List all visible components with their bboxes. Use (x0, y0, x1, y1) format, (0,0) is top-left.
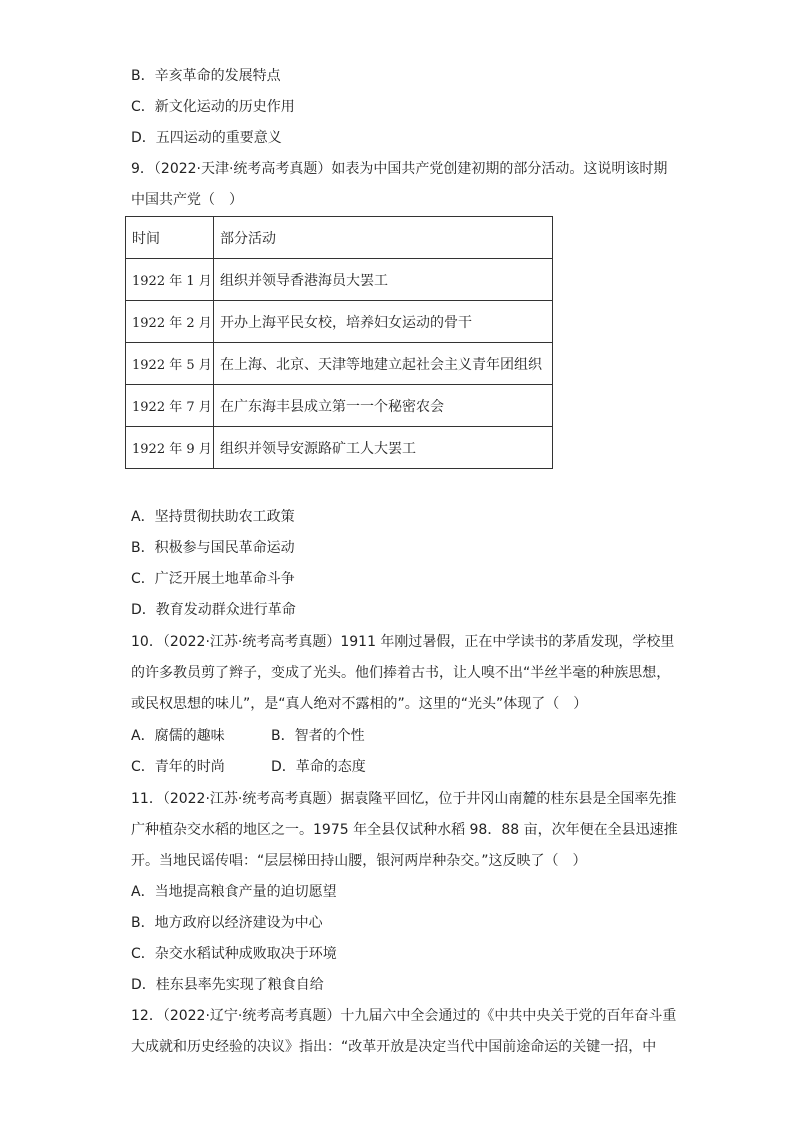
table-cell-time: 1922 年 1 月 (126, 259, 214, 301)
q10-option-b: B．智者的个性 (271, 728, 365, 744)
table-header-row (126, 217, 553, 259)
table-row (126, 259, 553, 301)
q8-option-b: B．辛亥革命的发展特点 (131, 68, 281, 84)
q11-option-d: D．桂东县率先实现了粮食自给 (131, 977, 324, 993)
q9-stem-line2: 中国共产党（ ） (131, 192, 243, 208)
q8-option-d: D．五四运动的重要意义 (131, 130, 282, 146)
q9-option-d: D．教育发动群众进行革命 (131, 602, 296, 618)
q10-stem-line3: 或民权思想的味儿”，是“真人绝对不露相的”。这里的“光头”体现了（ ） (131, 696, 588, 712)
q10-stem-line2: 的许多教员剪了辫子，变成了光头。他们捧着古书，让人嗅不出“半丝半毫的种族思想， (131, 665, 671, 681)
q11-option-c: C．杂交水稻试种成败取决于环境 (131, 946, 337, 962)
table-cell-activity: 在广东海丰县成立第一一个秘密农会 (214, 385, 553, 427)
q11-stem-line2: 广种植杂交水稻的地区之一。1975 年全县仅试种水稻 98．88 亩，次年便在全县迅速推 (131, 822, 678, 838)
q9-activity-table (125, 216, 553, 469)
q12-stem-line1: 12．（2022·辽宁·统考高考真题）十九届六中全会通过的《中共中央关于党的百年奋斗重 (131, 1008, 677, 1024)
table-row (126, 385, 553, 427)
q9-option-b: B．积极参与国民革命运动 (131, 540, 295, 556)
q10-option-c: C．青年的时尚 (131, 759, 225, 775)
q8-option-c: C．新文化运动的历史作用 (131, 99, 295, 115)
table-cell-time: 1922 年 2 月 (126, 301, 214, 343)
q9-option-a: A．坚持贯彻扶助农工政策 (131, 509, 295, 525)
q10-stem-line1: 10．（2022·江苏·统考高考真题）1911 年刚过暑假，正在中学读书的茅盾发现，学校里 (131, 634, 675, 650)
table-row (126, 301, 553, 343)
q9-option-c: C．广泛开展土地革命斗争 (131, 571, 295, 587)
q10-option-a: A．腐儒的趣味 (131, 728, 225, 744)
q11-option-b: B．地方政府以经济建设为中心 (131, 915, 323, 931)
q11-stem-line3: 开。当地民谣传唱：“层层梯田持山腰，银河两岸种杂交。”这反映了（ ） (131, 853, 587, 869)
table-row (126, 343, 553, 385)
table-header-time: 时间 (126, 217, 214, 259)
table-cell-time: 1922 年 9 月 (126, 427, 214, 469)
q9-stem-line1: 9．（2022·天津·统考高考真题）如表为中国共产党创建初期的部分活动。这说明该时期 (131, 161, 668, 177)
table-cell-time: 1922 年 5 月 (126, 343, 214, 385)
q10-options-row2 (131, 757, 366, 777)
table-cell-activity: 在上海、北京、天津等地建立起社会主义青年团组织 (214, 343, 553, 385)
table-cell-activity: 开办上海平民女校，培养妇女运动的骨干 (214, 301, 553, 343)
table-cell-activity: 组织并领导安源路矿工人大罢工 (214, 427, 553, 469)
q11-stem-line1: 11．（2022·江苏·统考高考真题）据袁隆平回忆，位于井冈山南麓的桂东县是全国率先推 (131, 791, 677, 807)
q10-options-row1 (131, 726, 365, 746)
q10-option-d: D．革命的态度 (271, 759, 366, 775)
q11-option-a: A．当地提高粮食产量的迫切愿望 (131, 884, 337, 900)
table-row (126, 427, 553, 469)
table-header-activity: 部分活动 (214, 217, 553, 259)
table-cell-activity: 组织并领导香港海员大罢工 (214, 259, 553, 301)
q12-stem-line2: 大成就和历史经验的决议》指出：“改革开放是决定当代中国前途命运的关键一招，中 (131, 1039, 657, 1055)
table-cell-time: 1922 年 7 月 (126, 385, 214, 427)
